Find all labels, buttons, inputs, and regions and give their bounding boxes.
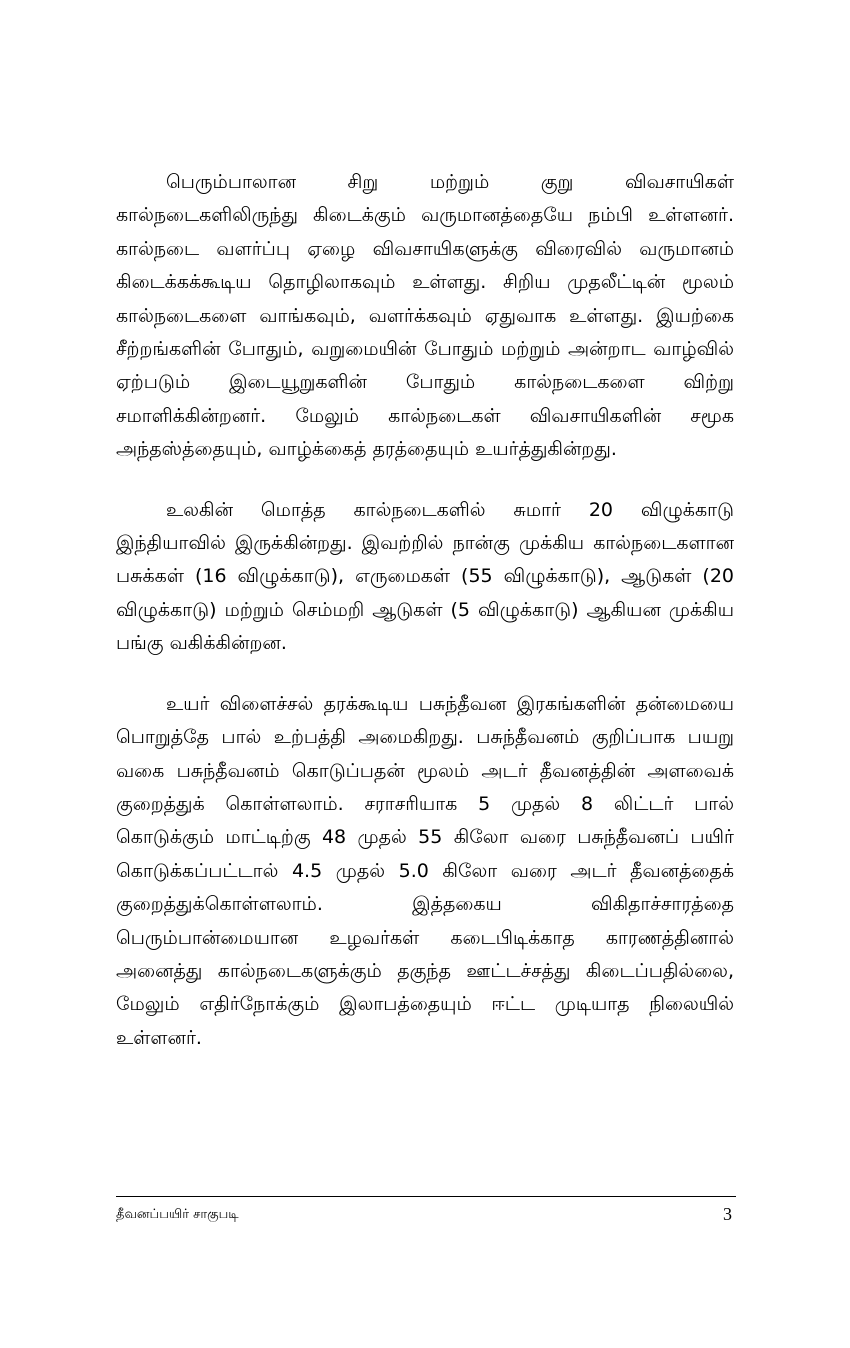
- footer-title: தீவனப்பயிர் சாகுபடி: [116, 1207, 239, 1222]
- paragraph-green-fodder: உயர் விளைச்சல் தரக்கூடிய பசுந்தீவன இரகங்களின் தன்மையை பொறுத்தே பால் உற்பத்தி அமைகிறது. பசுந்தீவனம் குறிப்பாக பயறு வகை பசுந்தீவனம் கொடுப்பதன் மூலம் அடர் தீவனத்தின் அளவைக் குறைத்துக் கொள்ளலாம். சராசரியாக 5 முதல் 8 லிட்டர் பால் கொடுக்கும் மாட்டிற்கு 48 முதல் 55 கிலோ வரை பசுந்தீவனப் பயிர் கொடுக்கப்பட்டால் 4.5 முதல் 5.0 கிலோ வரை அடர் தீவனத்தைக் குறைத்துக்கொள்ளலாம். இத்தகைய விகிதாச்சாரத்தை பெரும்பான்மையான உழவர்கள் கடைபிடிக்காத காரணத்தினால் அனைத்து கால்நடைகளுக்கும் தகுந்த ஊட்டச்சத்து கிடைப்பதில்லை, மேலும் எதிர்நோக்கும் இலாபத்தையும் ஈட்ட முடியாத நிலையில் உள்ளனர்.: [116, 692, 734, 1049]
- paragraph-livestock-income: பெரும்பாலான சிறு மற்றும் குறு விவசாயிகள் கால்நடைகளிலிருந்து கிடைக்கும் வருமானத்தையே நம்பி உள்ளனர். கால்நடை வளர்ப்பு ஏழை விவசாயிகளுக்கு விரைவில் வருமானம் கிடைக்கக்கூடிய தொழிலாகவும் உள்ளது. சிறிய முதலீட்டின் மூலம் கால்நடைகளை வாங்கவும், வளர்க்கவும் ஏதுவாக உள்ளது. இயற்கை சீற்றங்களின் போதும், வறுமையின் போதும் மற்றும் அன்றாட வாழ்வில் ஏற்படும் இடையூறுகளின் போதும் கால்நடைகளை விற்று சமாளிக்கின்றனர். மேலும் கால்நடைகள் விவசாயிகளின் சமூக அந்தஸ்த்தையும், வாழ்க்கைத் தரத்தையும் உயர்த்துகின்றது.: [116, 171, 734, 461]
- paragraph-livestock-statistics: உலகின் மொத்த கால்நடைகளில் சுமார் 20 விழுக்காடு இந்தியாவில் இருக்கின்றது. இவற்றில் நான்கு முக்கிய கால்நடைகளான பசுக்கள் (16 விழுக்காடு), எருமைகள் (55 விழுக்காடு), ஆடுகள் (20 விழுக்காடு) மற்றும் செம்மறி ஆடுகள் (5 விழுக்காடு) ஆகியன முக்கிய பங்கு வகிக்கின்றன.: [116, 498, 734, 655]
- page-number: 3: [723, 1204, 732, 1224]
- page-body: [116, 166, 734, 1082]
- footer-divider: [116, 1196, 736, 1197]
